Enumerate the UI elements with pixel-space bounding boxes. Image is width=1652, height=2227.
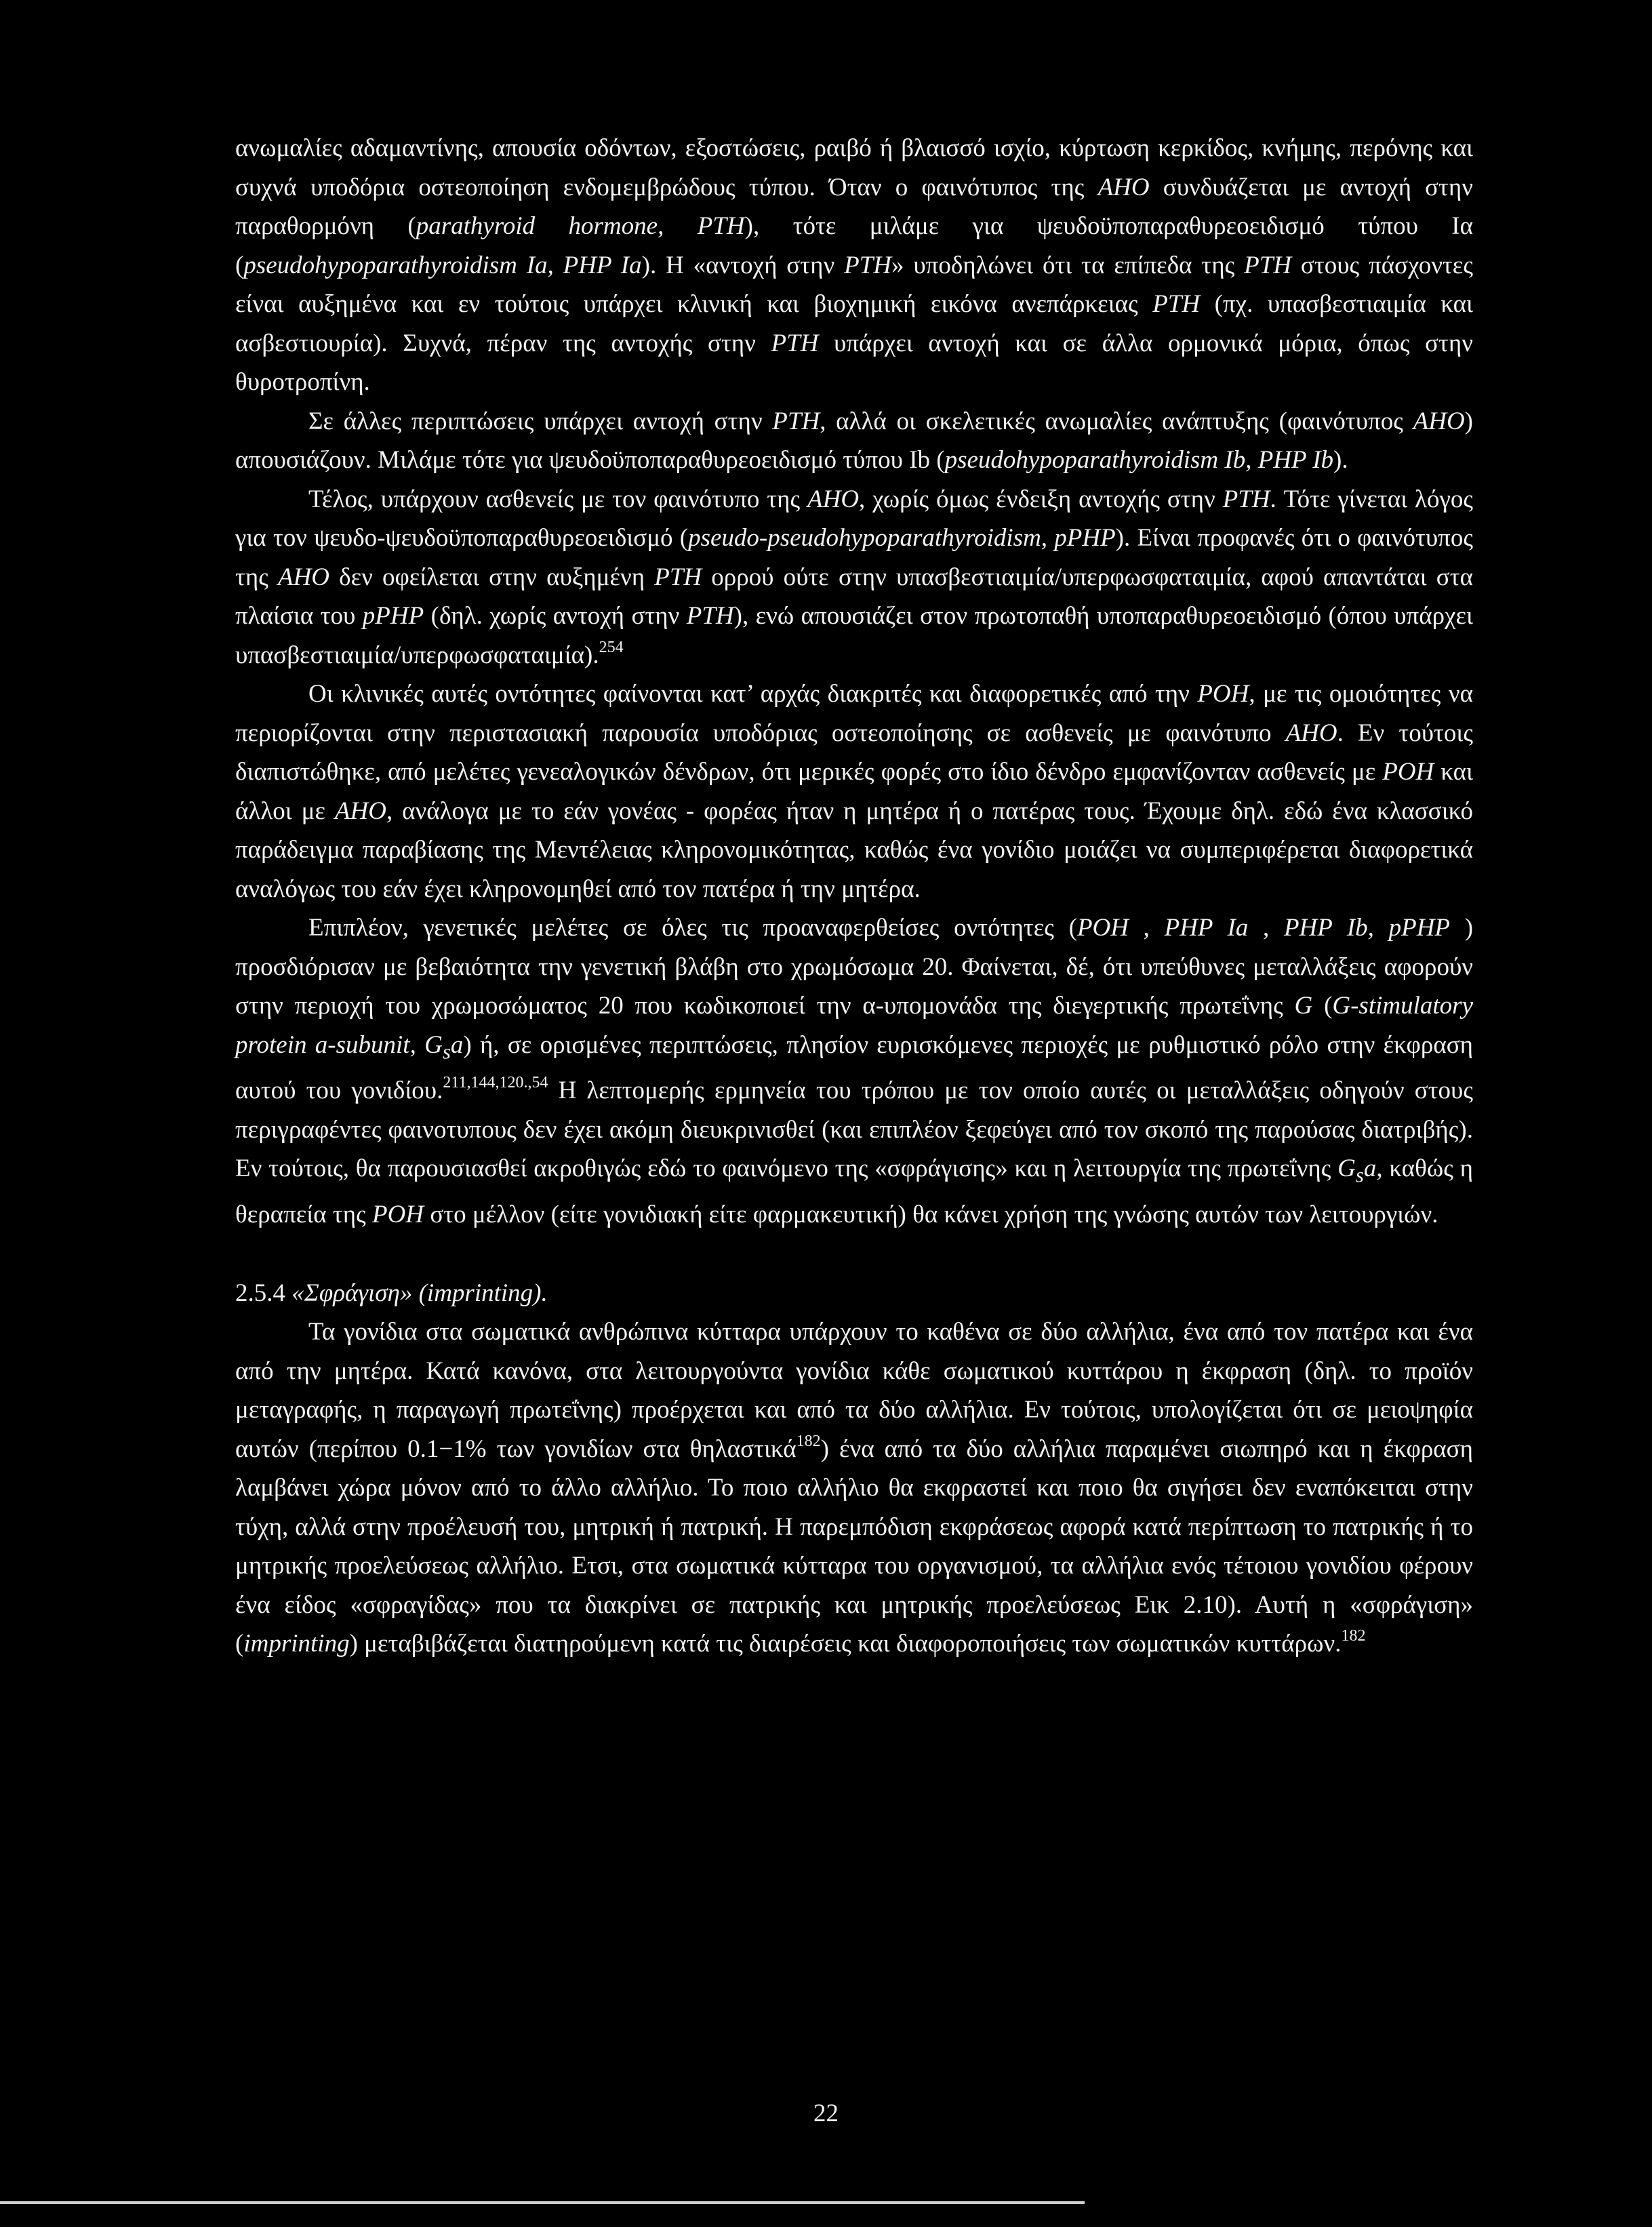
section-heading <box>235 1274 1473 1313</box>
paragraph: Οι κλινικές αυτές οντότητες φαίνονται κατ’ αρχάς διακριτές και διαφορετικές από την POH, με τις ομοιότητες να περιορίζονται στην περιστασιακή παρουσία υποδόριας οστεοποίησης σε ασθενείς με φαινότυπο AHO. Εν τούτοις διαπιστώθηκε, από μελέτες γενεαλογικών δένδρων, ότι μερικές φορές στο ίδιο δένδρο εμφανίζονταν ασθενείς με POH και άλλοι με AHO, ανάλογα με το εάν γονέας - φορέας ήταν η μητέρα ή ο πατέρας τους. Έχουμε δηλ. εδώ ένα κλασσικό παράδειγμα παραβίασης της Μεντέλειας κληρονομικότητας, καθώς ένα γονίδιο μοιάζει να συμπεριφέρεται διαφορετικά αναλόγως του εάν έχει κληρονομηθεί από τον πατέρα ή την μητέρα. <box>235 680 1474 903</box>
body-text <box>235 129 1473 1664</box>
paragraph: Επιπλέον, γενετικές μελέτες σε όλες τις προαναφερθείσες οντότητες (POH , PHP Ia , PHP Ib, pPHP ) προσδιόρισαν με βεβαιότητα την γενετική βλάβη στο χρωμόσωμα 20. Φαίνεται, δέ, ότι υπεύθυνες μεταλλάξεις αφορούν στην περιοχή του χρωμοσώματος 20 που κωδικοποιεί την α-υπομονάδα της διεγερτικής πρωτεΐνης G (G-stimulatory protein a-subunit, $G_sa$) ή, σε ορισμένες περιπτώσεις, πλησίον ευρισκόμενες περιοχές με ρυθμιστικό ρόλο στην έκφραση αυτού του γονιδίου.$^{211,144,120.,54}$ Η λεπτομερής ερμηνεία του τρόπου με τον οποίο αυτές οι μεταλλάξεις οδηγούν στους περιγραφέντες φαινοτυπους δεν έχει ακόμη διευκρινισθεί (και επιπλέον ξεφεύγει από τον σκοπό της παρούσας διατριβής). Εν τούτοις, θα παρουσιασθεί ακροθιγώς εδώ το φαινόμενο της «σφράγισης» και η λειτουργία της πρωτεΐνης $G_sa$, καθώς η θεραπεία της POH στο μέλλον (είτε γονιδιακή είτε φαρμακευτική) θα κάνει χρήση της γνώσης αυτών των λειτουργιών. <box>235 914 1474 1229</box>
section-paragraphs <box>235 1312 1473 1664</box>
paragraph: Σε άλλες περιπτώσεις υπάρχει αντοχή στην PTH, αλλά οι σκελετικές ανωμαλίες ανάπτυξης (φαινότυπος AHO) απουσιάζουν. Μιλάμε τότε για ψευδοϋποπαραθυρεοειδισμό τύπου Ib (pseudohypoparathyroidism Ib, PHP Ib). <box>235 407 1473 474</box>
section-spacer <box>235 1235 1473 1274</box>
footer-rule <box>0 2201 1085 2204</box>
page-number: 22 <box>813 2100 839 2127</box>
paragraph: Τέλος, υπάρχουν ασθενείς με τον φαινότυπο της AHO, χωρίς όμως ένδειξη αντοχής στην PTH. Τότε γίνεται λόγος για τον ψευδο-ψευδοϋποπαραθυρεοειδισμό (pseudo-pseudohypoparathyroidism, pPHP). Είναι προφανές ότι ο φαινότυπος της AHO δεν οφείλεται στην αυξημένη PTH ορρού ούτε στην υπασβεστιαιμία/υπερφωσφαταιμία, αφού απαντάται στα πλαίσια του pPHP (δηλ. χωρίς αντοχή στην PTH), ενώ απουσιάζει στον πρωτοπαθή υποπαραθυρεοειδισμό (όπου υπάρχει υπασβεστιαιμία/υπερφωσφαταιμία).$^{254}$ <box>235 485 1473 669</box>
section-heading-text: 2.5.4 «Σφράγιση» (imprinting). <box>235 1279 548 1307</box>
paragraph: Τα γονίδια στα σωματικά ανθρώπινα κύτταρα υπάρχουν το καθένα σε δύο αλλήλια, ένα από τον πατέρα και ένα από την μητέρα. Κατά κανόνα, στα λειτουργούντα γονίδια κάθε σωματικού κυττάρου η έκφραση (δηλ. το προϊόν μεταγραφής, η παραγωγή πρωτεΐνης) προέρχεται και από τα δύο αλλήλια. Εν τούτοις, υπολογίζεται ότι σε μειοψηφία αυτών (περίπου 0.1−1% των γονιδίων στα θηλαστικά$^{182}$) ένα από τα δύο αλλήλια παραμένει σιωπηρό και η έκφραση λαμβάνει χώρα μόνον από το άλλο αλλήλιο. Το ποιο αλλήλιο θα εκφραστεί και ποιο θα σιγήσει δεν εναπόκειται στην τύχη, αλλά στην προέλευσή του, μητρική ή πατρική. Η παρεμπόδιση εκφράσεως αφορά κατά περίπτωση το πατρικής ή το μητρικής προελεύσεως αλλήλιο. Ετσι, στα σωματικά κύτταρα του οργανισμού, τα αλλήλια ενός τέτοιου γονιδίου φέρουν ένα είδος «σφραγίδας» που τα διακρίνει σε πατρικής και μητρικής προελεύσεως Εικ 2.10). Αυτή η «σφράγιση» (imprinting) μεταβιβάζεται διατηρούμενη κατά τις διαιρέσεις και διαφοροποιήσεις των σωματικών κυττάρων.$^{182}$ <box>235 1318 1473 1658</box>
intro-paragraphs <box>235 129 1473 1235</box>
paragraph: ανωμαλίες αδαμαντίνης, απουσία οδόντων, εξοστώσεις, ραιβό ή βλαισσό ισχίο, κύρτωση κερκίδος, κνήμης, περόνης και συχνά υποδόρια οστεοποίηση ενδομεμβρώδους τύπου. Όταν ο φαινότυπος της AHO συνδυάζεται με αντοχή στην παραθορμόνη (parathyroid hormone, PTH), τότε μιλάμε για ψευδοϋποπαραθυρεοειδισμό τύπου Ια (pseudohypoparathyroidism Ia, PHP Ia). Η «αντοχή στην PTH» υποδηλώνει ότι τα επίπεδα της PTH στους πάσχοντες είναι αυξημένα και εν τούτοις υπάρχει κλινική και βιοχημική εικόνα ανεπάρκειας PTH (πχ. υπασβεστιαιμία και ασβεστιουρία). Συχνά, πέραν της αντοχής στην PTH υπάρχει αντοχή και σε άλλα ορμονικά μόρια, όπως στην θυροτροπίνη. <box>235 134 1474 396</box>
